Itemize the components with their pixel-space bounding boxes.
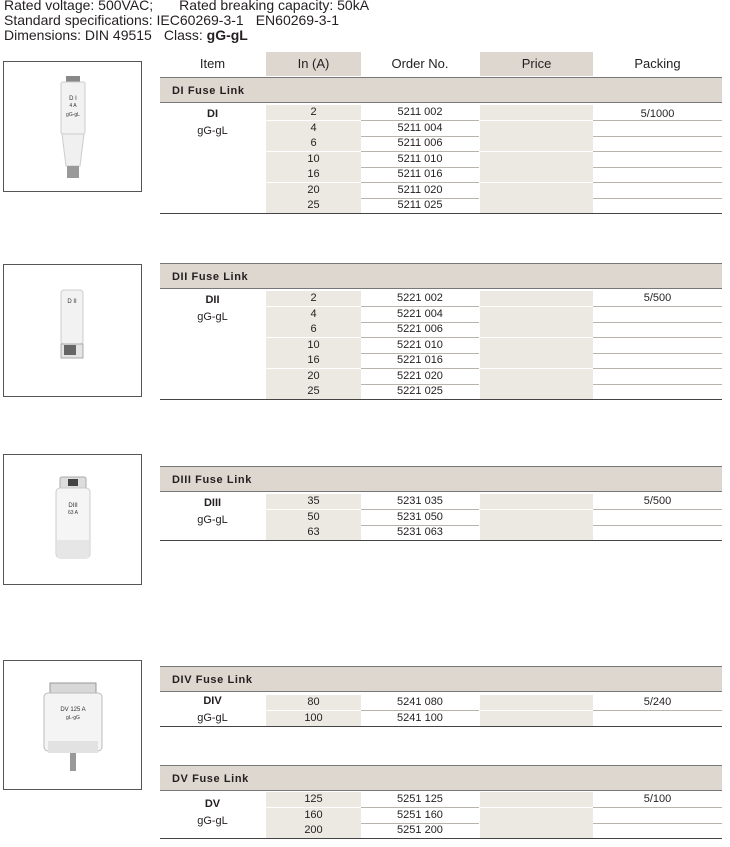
order-no: 5231 035 xyxy=(361,494,479,510)
table-row xyxy=(160,711,722,727)
price-cell xyxy=(480,183,593,199)
fuse-label-diii: DIII xyxy=(68,503,78,509)
table-row xyxy=(160,183,722,199)
item-name: DII xyxy=(205,294,220,306)
col-in: In (A) xyxy=(266,52,361,76)
col-price: Price xyxy=(480,52,593,76)
price-cell xyxy=(480,136,593,152)
packing-value: 5/100 xyxy=(643,793,672,805)
packing-value: 5/500 xyxy=(643,292,672,304)
section-title: DII Fuse Link xyxy=(160,263,722,289)
table-row xyxy=(160,510,722,526)
item-name: DIV xyxy=(203,695,222,707)
price-cell xyxy=(480,152,593,168)
section-title: DIV Fuse Link xyxy=(160,666,722,692)
packing-cell xyxy=(593,322,722,338)
price-cell xyxy=(480,792,593,808)
packing-cell xyxy=(593,808,722,824)
packing-cell xyxy=(593,198,722,214)
order-no: 5211 016 xyxy=(361,167,479,183)
price-cell xyxy=(480,525,593,541)
packing-cell xyxy=(593,369,722,385)
in-value: 63 xyxy=(266,525,361,541)
table-row xyxy=(160,105,722,121)
order-no: 5231 050 xyxy=(361,510,479,526)
packing-cell xyxy=(593,695,722,711)
item-class: gG-gL xyxy=(197,712,228,724)
in-value: 35 xyxy=(266,494,361,510)
in-value: 50 xyxy=(266,510,361,526)
order-no: 5211 010 xyxy=(361,152,479,168)
table-row xyxy=(160,291,722,307)
order-no: 5241 080 xyxy=(361,695,479,711)
fuse-label-di-class: gG-gL xyxy=(66,112,80,118)
packing-cell xyxy=(593,183,722,199)
section-bottom-rule xyxy=(160,838,722,839)
section-bottom-rule xyxy=(160,540,722,541)
in-value: 20 xyxy=(266,183,361,199)
table-row xyxy=(160,792,722,808)
fuse-label-di: D I xyxy=(69,96,77,102)
in-value: 25 xyxy=(266,198,361,214)
price-cell xyxy=(480,808,593,824)
fuse-image-diii xyxy=(3,454,142,585)
spec-line-dimensions xyxy=(4,28,369,43)
order-no: 5241 100 xyxy=(361,711,479,727)
section-bottom-rule xyxy=(160,399,722,400)
table-row xyxy=(160,136,722,152)
price-cell xyxy=(480,198,593,214)
col-packing: Packing xyxy=(634,56,681,71)
packing-cell xyxy=(593,338,722,354)
fuse-label-div: DV 125 A xyxy=(60,707,86,713)
item-class: gG-gL xyxy=(197,815,228,827)
order-no: 5231 063 xyxy=(361,525,479,541)
price-cell xyxy=(480,322,593,338)
price-cell xyxy=(480,338,593,354)
price-cell xyxy=(480,494,593,510)
dimensions: Dimensions: DIN 49515 xyxy=(4,27,152,43)
order-no: 5251 160 xyxy=(361,808,479,824)
fuse-image-div xyxy=(3,660,142,790)
price-cell xyxy=(480,695,593,711)
table-row xyxy=(160,198,722,214)
packing-cell xyxy=(593,792,722,808)
order-no: 5211 006 xyxy=(361,136,479,152)
table-row xyxy=(160,338,722,354)
packing-cell xyxy=(593,152,722,168)
in-value: 4 xyxy=(266,121,361,137)
order-no: 5221 002 xyxy=(361,291,479,307)
section-title: DV Fuse Link xyxy=(160,765,722,791)
price-cell xyxy=(480,384,593,400)
order-no: 5221 025 xyxy=(361,384,479,400)
class-label: Class: xyxy=(163,27,207,43)
packing-cell xyxy=(593,353,722,369)
packing-cell xyxy=(593,711,722,727)
table-row xyxy=(160,152,722,168)
packing-cell xyxy=(593,121,722,137)
standard-en: EN60269-3-1 xyxy=(255,12,339,28)
price-cell xyxy=(480,353,593,369)
in-value: 200 xyxy=(266,823,361,839)
fuse-label-div-class: gL-gG xyxy=(66,715,80,721)
in-value: 25 xyxy=(266,384,361,400)
packing-cell xyxy=(593,307,722,323)
table-row xyxy=(160,823,722,839)
fuse-image-di xyxy=(3,61,142,192)
table-row xyxy=(160,121,722,137)
spec-line-standards xyxy=(4,13,369,28)
table-row xyxy=(160,167,722,183)
packing-cell xyxy=(593,494,722,510)
packing-cell xyxy=(593,510,722,526)
in-value: 10 xyxy=(266,152,361,168)
table-row xyxy=(160,525,722,541)
table-row xyxy=(160,369,722,385)
order-no: 5251 125 xyxy=(361,792,479,808)
order-no: 5251 200 xyxy=(361,823,479,839)
class-value: gG-gL xyxy=(206,27,248,43)
packing-cell xyxy=(593,525,722,541)
in-value: 4 xyxy=(266,307,361,323)
item-class: gG-gL xyxy=(197,311,228,323)
price-cell xyxy=(480,369,593,385)
in-value: 16 xyxy=(266,167,361,183)
packing-cell xyxy=(593,136,722,152)
packing-value: 5/1000 xyxy=(640,108,675,120)
section-bottom-rule xyxy=(160,213,722,214)
table-row xyxy=(160,695,722,711)
in-value: 6 xyxy=(266,136,361,152)
order-no: 5221 016 xyxy=(361,353,479,369)
packing-value: 5/240 xyxy=(643,696,672,708)
item-name: DIII xyxy=(203,497,222,509)
standard-iec: Standard specifications: IEC60269-3-1 xyxy=(4,12,244,28)
packing-cell xyxy=(593,167,722,183)
item-class: gG-gL xyxy=(197,514,228,526)
packing-value: 5/500 xyxy=(643,495,672,507)
in-value: 6 xyxy=(266,322,361,338)
price-cell xyxy=(480,510,593,526)
order-no: 5211 020 xyxy=(361,183,479,199)
fuse-label-diii-rating: 63 A xyxy=(67,510,79,516)
table-row xyxy=(160,307,722,323)
in-value: 10 xyxy=(266,338,361,354)
table-row xyxy=(160,494,722,510)
in-value: 80 xyxy=(266,695,361,711)
fuse-label-di-rating: 4 A xyxy=(69,103,77,109)
in-value: 100 xyxy=(266,711,361,727)
spec-header xyxy=(4,0,369,43)
order-no: 5211 025 xyxy=(361,198,479,214)
col-order: Order No. xyxy=(391,56,449,71)
order-no: 5211 002 xyxy=(361,105,479,121)
in-value: 2 xyxy=(266,105,361,121)
price-cell xyxy=(480,711,593,727)
order-no: 5221 020 xyxy=(361,369,479,385)
table-row xyxy=(160,808,722,824)
item-name: DV xyxy=(204,798,221,810)
section-bottom-rule xyxy=(160,726,722,727)
price-cell xyxy=(480,823,593,839)
item-class: gG-gL xyxy=(197,125,228,137)
fuse-label-dii: D II xyxy=(67,299,77,305)
order-no: 5221 004 xyxy=(361,307,479,323)
packing-cell xyxy=(593,291,722,307)
in-value: 125 xyxy=(266,792,361,808)
rated-voltage: Rated voltage: 500VAC; xyxy=(4,0,154,13)
table-row xyxy=(160,384,722,400)
section-title: DIII Fuse Link xyxy=(160,466,722,492)
table-row xyxy=(160,322,722,338)
table-row xyxy=(160,353,722,369)
price-cell xyxy=(480,167,593,183)
table-column-header xyxy=(160,52,722,76)
in-value: 20 xyxy=(266,369,361,385)
in-value: 160 xyxy=(266,808,361,824)
packing-cell xyxy=(593,823,722,839)
section-title: DI Fuse Link xyxy=(160,77,722,103)
packing-cell xyxy=(593,384,722,400)
order-no: 5211 004 xyxy=(361,121,479,137)
in-value: 16 xyxy=(266,353,361,369)
order-no: 5221 010 xyxy=(361,338,479,354)
price-cell xyxy=(480,291,593,307)
fuse-image-dii xyxy=(3,264,142,397)
packing-cell xyxy=(593,105,722,121)
in-value: 2 xyxy=(266,291,361,307)
price-cell xyxy=(480,121,593,137)
item-name: DI xyxy=(207,108,218,120)
price-cell xyxy=(480,105,593,121)
order-no: 5221 006 xyxy=(361,322,479,338)
col-item: Item xyxy=(199,56,226,71)
breaking-capacity: Rated breaking capacity: 50kA xyxy=(179,0,370,13)
price-cell xyxy=(480,307,593,323)
